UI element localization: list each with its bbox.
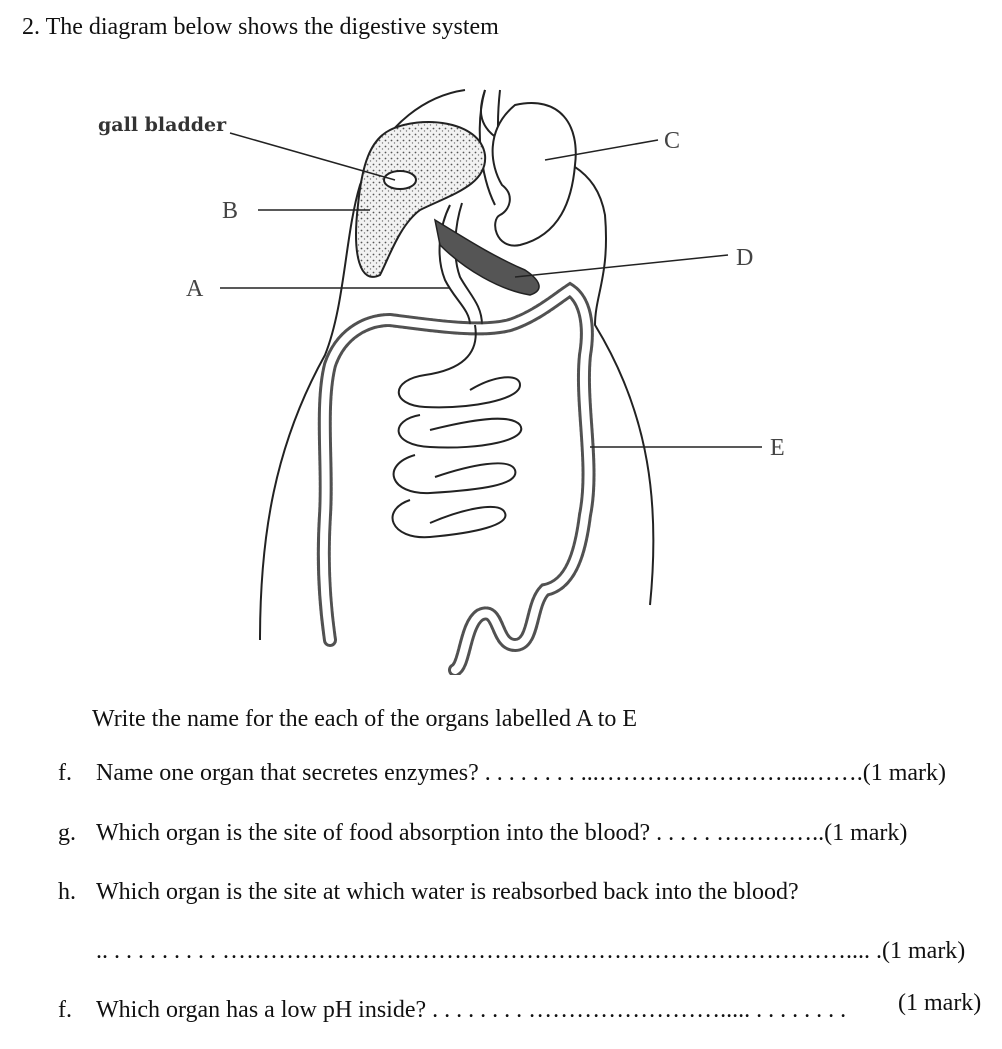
question-number: g. (58, 820, 76, 846)
question-title: 2. The diagram below shows the digestive system (22, 14, 499, 40)
label-c: C (664, 128, 681, 154)
stomach (493, 103, 576, 245)
label-b: B (222, 198, 239, 224)
question-number: f. (58, 760, 72, 786)
label-d: D (736, 245, 754, 271)
label-a: A (186, 276, 204, 302)
label-gall-bladder: gall bladder (98, 114, 227, 136)
mark-allocation: (1 mark) (898, 990, 982, 1016)
answer-line: .. . . . . . . . . . …………………………………………………………………….... .(1 mark) (96, 938, 966, 964)
small-intestine (393, 325, 522, 537)
digestive-system-diagram (90, 85, 810, 675)
question-number: h. (58, 879, 76, 905)
question-text: Which organ has a low pH inside? . . . . . . . . ……………………..... . . . . . . . . (96, 997, 847, 1023)
large-intestine (324, 290, 589, 670)
question-text: Name one organ that secretes enzymes? . . . . . . . . ...……………………...…….(1 mark) (96, 760, 947, 786)
label-e: E (770, 435, 785, 461)
question-text: Which organ is the site of food absorption into the blood? . . . . . …………..(1 mark) (96, 820, 908, 846)
digestive-system-svg (90, 85, 810, 675)
question-text: Which organ is the site at which water is reabsorbed back into the blood? (96, 879, 799, 905)
d-leader (515, 255, 728, 277)
question-number: f. (58, 997, 72, 1023)
gall-bladder (384, 171, 416, 189)
instruction-text: Write the name for the each of the organs labelled A to E (92, 706, 638, 732)
